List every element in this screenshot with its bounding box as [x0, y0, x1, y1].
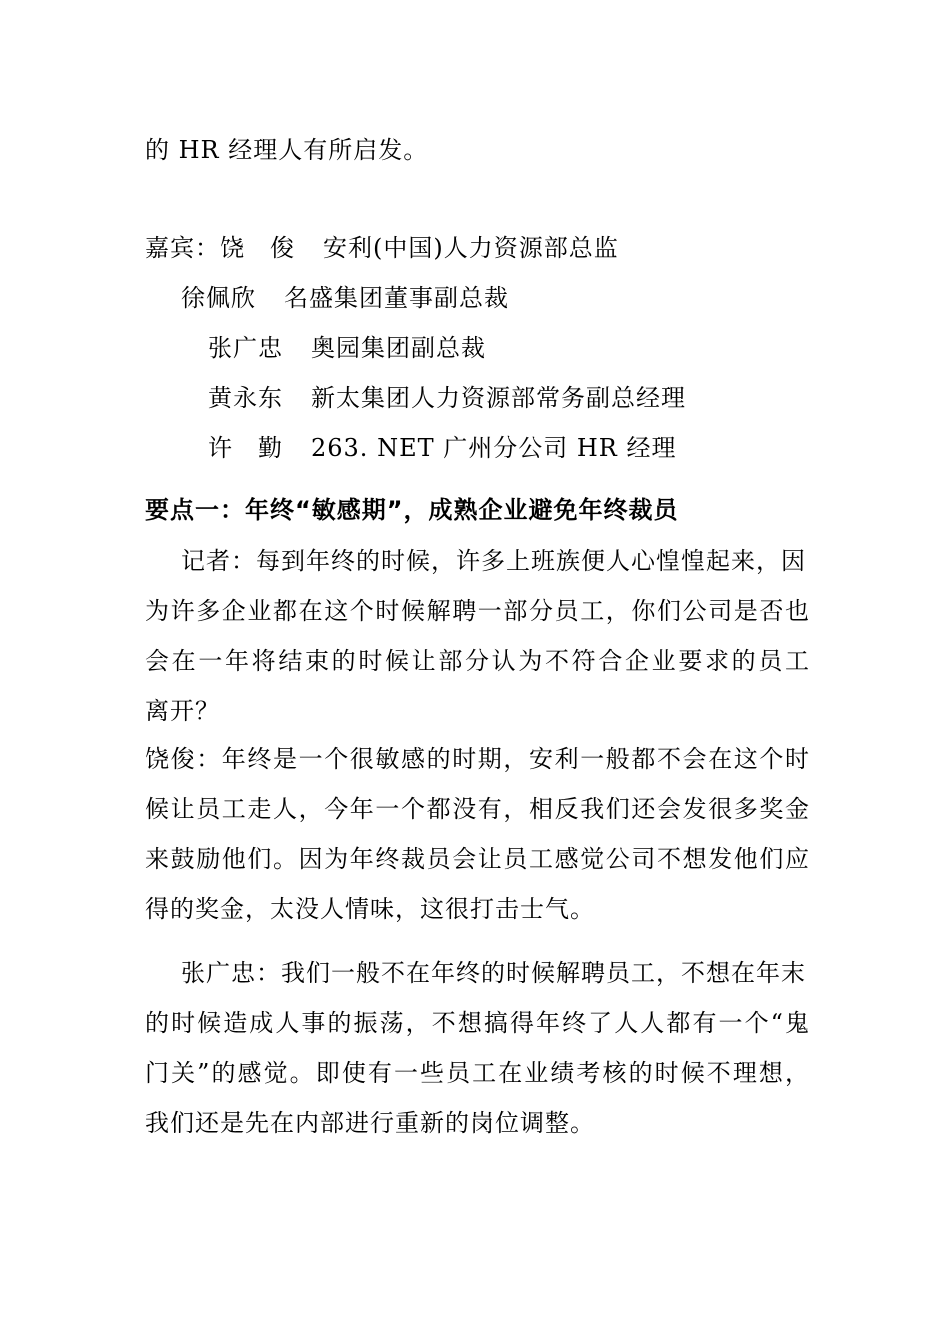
guest-title: 名盛集团董事副总裁	[284, 284, 509, 312]
guest-title: 263. NET 广州分公司 HR 经理	[311, 434, 677, 462]
guest-name: 徐佩欣	[181, 284, 256, 312]
guest-row-4	[208, 382, 873, 414]
guest-title: 安利(中国)人力资源部总监	[323, 234, 619, 262]
question-line: 会在一年将结束的时候让部分认为不符合企业要求的员工	[145, 647, 810, 675]
answer-line: 门关”的感觉。即使有一些员工在业绩考核的时候不理想，	[145, 1059, 810, 1087]
section-heading: 要点一：年终“敏感期”，成熟企业避免年终裁员	[145, 496, 679, 524]
answer-line: 来鼓励他们。因为年终裁员会让员工感觉公司不想发他们应	[145, 845, 810, 873]
answer-line: 我们还是先在内部进行重新的岗位调整。	[145, 1109, 595, 1137]
guest-name: 许 勤	[208, 434, 283, 462]
answer-line: 张广忠：我们一般不在年终的时候解聘员工，不想在年末	[181, 959, 806, 987]
guest-title: 奥园集团副总裁	[311, 334, 486, 362]
guest-row-5	[208, 432, 873, 464]
intro-tail: 的 HR 经理人有所启发。	[145, 136, 429, 164]
answer-line: 饶俊：年终是一个很敏感的时期，安利一般都不会在这个时	[145, 745, 810, 773]
guest-row-1	[145, 232, 810, 264]
answer-line: 得的奖金，太没人情味，这很打击士气。	[145, 895, 595, 923]
guest-row-2	[181, 282, 846, 314]
guest-row-3	[208, 332, 873, 364]
answer-line: 候让员工走人，今年一个都没有，相反我们还会发很多奖金	[145, 795, 810, 823]
question-line: 记者：每到年终的时候，许多上班族便人心惶惶起来，因	[181, 547, 806, 575]
question-line: 离开？	[145, 697, 220, 725]
guest-name: 张广忠	[208, 334, 283, 362]
guest-name: 黄永东	[208, 384, 283, 412]
guest-name: 饶 俊	[220, 234, 295, 262]
question-line: 为许多企业都在这个时候解聘一部分员工，你们公司是否也	[145, 597, 810, 625]
guest-label: 嘉宾：	[145, 234, 220, 262]
answer-line: 的时候造成人事的振荡，不想搞得年终了人人都有一个“鬼	[145, 1009, 810, 1037]
guest-title: 新太集团人力资源部常务副总经理	[311, 384, 686, 412]
